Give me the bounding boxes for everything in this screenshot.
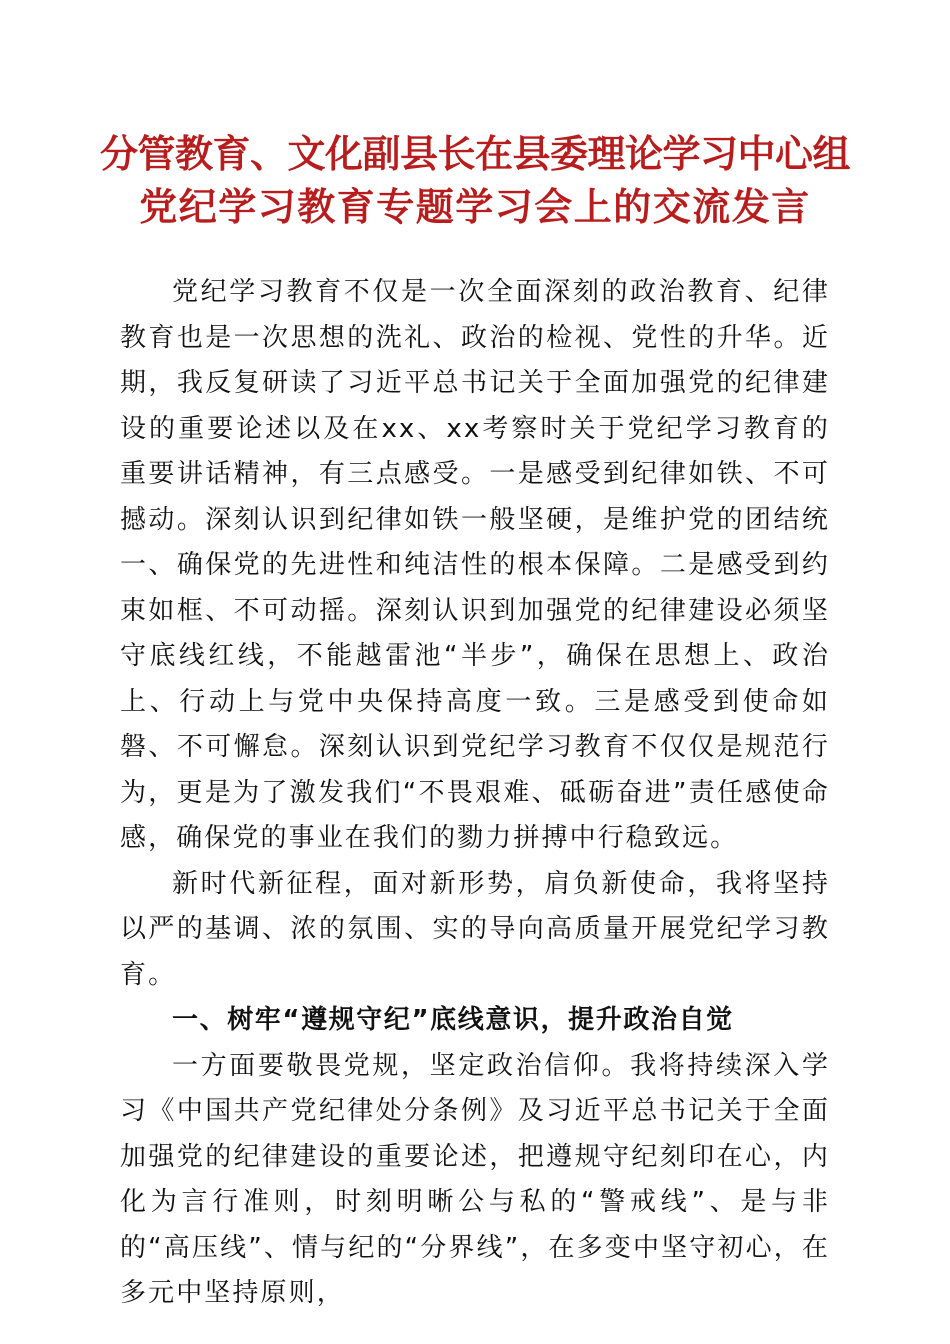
- paragraph-reflections: 党纪学习教育不仅是一次全面深刻的政治教育、纪律教育也是一次思想的洗礼、政治的检视、党性的升华。近期，我反复研读了习近平总书记关于全面加强党的纪律建设的重要论述以及在xx、xx考察时关于党纪学习教育的重要讲话精神，有三点感受。一是感受到纪律如铁、不可撼动。深刻认识到纪律如铁一般坚硬，是维护党的团结统一、确保党的先进性和纯洁性的根本保障。二是感受到约束如框、不可动摇。深刻认识到加强党的纪律建设必须坚守底线红线，不能越雷池“半步”，确保在思想上、政治上、行动上与党中央保持高度一致。三是感受到使命如磐、不可懈怠。深刻认识到党纪学习教育不仅仅是规范行为，更是为了激发我们“不畏艰难、砥砺奋进”责任感使命感，确保党的事业在我们的勠力拼搏中行稳致远。: [120, 277, 830, 853]
- document-body: [120, 270, 830, 1317]
- document-title-line-1: 分管教育、文化副县长在县委理论学习中心组: [99, 131, 850, 176]
- paragraph-commitment: 新时代新征程，面对新形势，肩负新使命，我将坚持以严的基调、浓的氛围、实的导向高质量开展党纪学习教育。: [120, 868, 830, 990]
- paragraph-section-1: 一方面要敬畏党规，坚定政治信仰。我将持续深入学习《中国共产党纪律处分条例》及习近平总书记关于全面加强党的纪律建设的重要论述，把遵规守纪刻印在心，内化为言行准则，时刻明晰公与私的“警戒线”、是与非的“高压线”、情与纪的“分界线”，在多变中坚守初心，在多元中坚持原则，: [120, 1050, 830, 1308]
- document-title-line-2: 党纪学习教育专题学习会上的交流发言: [139, 184, 811, 229]
- section-heading-1: 一、树牢“遵规守纪”底线意识，提升政治自觉: [172, 1005, 734, 1035]
